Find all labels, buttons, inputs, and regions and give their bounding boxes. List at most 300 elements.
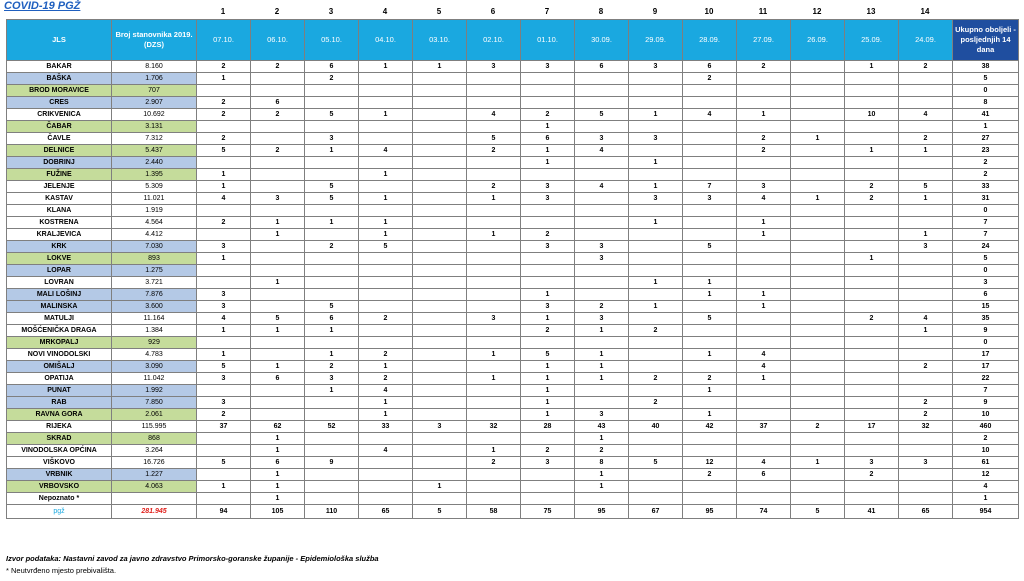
municipality-name: JELENJE (7, 181, 112, 193)
daily-cases: 1 (251, 229, 305, 241)
daily-cases: 1 (467, 373, 521, 385)
daily-cases (521, 337, 575, 349)
daily-cases (683, 121, 737, 133)
daily-cases (467, 73, 521, 85)
municipality-name: NOVI VINODOLSKI (7, 349, 112, 361)
daily-cases: 2 (359, 313, 413, 325)
daily-cases (629, 253, 683, 265)
daily-cases: 5 (305, 109, 359, 121)
total-cases: 1 (953, 121, 1019, 133)
total-cases: 10 (953, 445, 1019, 457)
daily-cases: 1 (521, 373, 575, 385)
daily-cases: 1 (251, 217, 305, 229)
table-row (7, 181, 1019, 193)
daily-cases (845, 481, 899, 493)
daily-cases: 7 (683, 181, 737, 193)
daily-cases (737, 85, 791, 97)
table-row (7, 361, 1019, 373)
total-cases: 12 (953, 469, 1019, 481)
daily-cases: 3 (629, 193, 683, 205)
daily-cases: 2 (305, 361, 359, 373)
date-header: 04.10. (359, 20, 413, 61)
daily-cases: 4 (359, 445, 413, 457)
daily-cases (899, 73, 953, 85)
table-row (7, 265, 1019, 277)
daily-cases (791, 313, 845, 325)
daily-cases (683, 157, 737, 169)
municipality-name: KRK (7, 241, 112, 253)
daily-cases: 3 (251, 193, 305, 205)
daily-cases: 1 (359, 397, 413, 409)
daily-cases: 3 (575, 133, 629, 145)
daily-cases (791, 157, 845, 169)
daily-cases: 1 (737, 217, 791, 229)
population-value: 1.992 (112, 385, 197, 397)
daily-cases (359, 481, 413, 493)
population-value: 5.437 (112, 145, 197, 157)
daily-cases (737, 265, 791, 277)
daily-cases (629, 337, 683, 349)
daily-cases (359, 253, 413, 265)
daily-cases (197, 85, 251, 97)
daily-cases (197, 229, 251, 241)
daily-cases (305, 433, 359, 445)
daily-cases (791, 265, 845, 277)
daily-cases: 1 (521, 313, 575, 325)
daily-cases: 2 (197, 109, 251, 121)
date-header: 29.09. (629, 20, 683, 61)
municipality-name: VRBOVSKO (7, 481, 112, 493)
column-number: 9 (652, 7, 658, 16)
daily-cases: 1 (683, 409, 737, 421)
daily-cases (629, 85, 683, 97)
daily-cases: 1 (899, 229, 953, 241)
daily-cases: 1 (359, 169, 413, 181)
daily-cases (791, 409, 845, 421)
population-value: 707 (112, 85, 197, 97)
daily-cases: 2 (359, 349, 413, 361)
daily-cases: 4 (359, 145, 413, 157)
population-value: 16.726 (112, 457, 197, 469)
daily-cases (791, 433, 845, 445)
daily-total: 58 (467, 505, 521, 519)
daily-cases: 1 (737, 373, 791, 385)
daily-cases: 3 (629, 133, 683, 145)
municipality-name: KRALJEVICA (7, 229, 112, 241)
total-cases: 31 (953, 193, 1019, 205)
daily-cases (899, 385, 953, 397)
daily-cases (305, 85, 359, 97)
total-cases: 24 (953, 241, 1019, 253)
total-cases: 22 (953, 373, 1019, 385)
daily-cases (629, 265, 683, 277)
daily-cases: 2 (197, 133, 251, 145)
total-cases: 27 (953, 133, 1019, 145)
daily-cases (683, 97, 737, 109)
municipality-name: CRIKVENICA (7, 109, 112, 121)
daily-cases: 3 (197, 241, 251, 253)
daily-cases (899, 301, 953, 313)
daily-cases (413, 85, 467, 97)
daily-cases (305, 265, 359, 277)
daily-cases (413, 73, 467, 85)
daily-cases (629, 445, 683, 457)
daily-cases (413, 277, 467, 289)
daily-cases (467, 469, 521, 481)
daily-cases: 1 (683, 289, 737, 301)
daily-cases: 6 (251, 457, 305, 469)
total-cases: 7 (953, 229, 1019, 241)
daily-cases: 2 (197, 61, 251, 73)
daily-cases (899, 481, 953, 493)
daily-cases (467, 277, 521, 289)
population-value: 3.600 (112, 301, 197, 313)
daily-cases (737, 481, 791, 493)
daily-cases (413, 313, 467, 325)
daily-cases (899, 289, 953, 301)
daily-cases (791, 253, 845, 265)
daily-cases (791, 349, 845, 361)
daily-cases (359, 265, 413, 277)
daily-cases (791, 289, 845, 301)
daily-cases (791, 481, 845, 493)
daily-cases: 1 (197, 253, 251, 265)
region-label: pgž (7, 505, 112, 519)
daily-cases (629, 409, 683, 421)
daily-cases (683, 337, 737, 349)
population-value: 1.919 (112, 205, 197, 217)
daily-cases: 3 (521, 61, 575, 73)
date-header: 06.10. (251, 20, 305, 61)
daily-cases (845, 409, 899, 421)
daily-cases: 4 (359, 385, 413, 397)
total-cases: 17 (953, 361, 1019, 373)
column-number: 8 (598, 7, 604, 16)
table-row (7, 469, 1019, 481)
daily-cases: 1 (575, 373, 629, 385)
daily-cases: 52 (305, 421, 359, 433)
table-row (7, 445, 1019, 457)
daily-cases (467, 301, 521, 313)
daily-cases (899, 85, 953, 97)
daily-cases: 4 (683, 109, 737, 121)
daily-cases (413, 493, 467, 505)
daily-cases (575, 265, 629, 277)
daily-cases (575, 217, 629, 229)
municipality-name: BAKAR (7, 61, 112, 73)
daily-cases (629, 433, 683, 445)
daily-cases (413, 373, 467, 385)
daily-cases (413, 457, 467, 469)
daily-cases (305, 277, 359, 289)
daily-cases (359, 85, 413, 97)
daily-cases (737, 325, 791, 337)
daily-cases: 1 (683, 277, 737, 289)
municipality-name: PUNAT (7, 385, 112, 397)
daily-cases (305, 97, 359, 109)
daily-cases: 2 (845, 193, 899, 205)
daily-cases (629, 205, 683, 217)
daily-cases: 28 (521, 421, 575, 433)
daily-cases: 1 (359, 409, 413, 421)
daily-cases (359, 133, 413, 145)
daily-cases (791, 217, 845, 229)
table-row (7, 193, 1019, 205)
municipality-name: OPATIJA (7, 373, 112, 385)
daily-cases (467, 325, 521, 337)
daily-cases: 1 (521, 409, 575, 421)
footnote: * Neutvrđeno mjesto prebivališta. (6, 566, 117, 575)
daily-cases (899, 265, 953, 277)
daily-cases: 5 (521, 349, 575, 361)
daily-cases (305, 157, 359, 169)
daily-cases: 2 (521, 229, 575, 241)
daily-cases (737, 385, 791, 397)
daily-cases: 6 (737, 469, 791, 481)
table-row (7, 337, 1019, 349)
daily-cases (521, 277, 575, 289)
daily-cases (413, 109, 467, 121)
date-header: 28.09. (683, 20, 737, 61)
daily-cases: 5 (359, 241, 413, 253)
daily-cases: 2 (845, 181, 899, 193)
daily-cases (575, 85, 629, 97)
daily-cases: 1 (737, 289, 791, 301)
table-row (7, 109, 1019, 121)
daily-cases: 1 (467, 349, 521, 361)
daily-cases (575, 493, 629, 505)
total-cases: 3 (953, 277, 1019, 289)
table-row (7, 97, 1019, 109)
daily-cases: 2 (521, 445, 575, 457)
daily-cases (305, 169, 359, 181)
daily-cases (305, 229, 359, 241)
daily-cases: 2 (521, 325, 575, 337)
daily-cases (845, 349, 899, 361)
daily-cases (845, 217, 899, 229)
daily-cases (251, 289, 305, 301)
column-number: 2 (274, 7, 280, 16)
daily-cases (899, 157, 953, 169)
population-value: 3.131 (112, 121, 197, 133)
daily-cases: 2 (899, 133, 953, 145)
daily-cases: 1 (629, 277, 683, 289)
table-row (7, 241, 1019, 253)
daily-cases (791, 229, 845, 241)
daily-cases: 3 (197, 373, 251, 385)
daily-cases (791, 325, 845, 337)
source-note: Izvor podataka: Nastavni zavod za javno zdravstvo Primorsko-goranske županije - Epidemiološka služba (6, 554, 379, 563)
daily-cases (467, 205, 521, 217)
daily-cases: 6 (575, 61, 629, 73)
daily-cases (575, 385, 629, 397)
daily-cases: 2 (251, 61, 305, 73)
population-value: 2.907 (112, 97, 197, 109)
total-cases: 61 (953, 457, 1019, 469)
daily-cases (899, 349, 953, 361)
daily-cases: 3 (575, 241, 629, 253)
daily-cases (251, 385, 305, 397)
daily-cases (575, 229, 629, 241)
daily-cases (413, 301, 467, 313)
daily-cases (791, 73, 845, 85)
table-row (7, 397, 1019, 409)
daily-cases: 1 (251, 277, 305, 289)
daily-cases (305, 337, 359, 349)
header-row (7, 20, 1019, 61)
daily-cases: 1 (629, 181, 683, 193)
daily-cases (791, 61, 845, 73)
date-header: 30.09. (575, 20, 629, 61)
daily-cases: 4 (899, 313, 953, 325)
daily-total: 67 (629, 505, 683, 519)
daily-cases (413, 241, 467, 253)
daily-cases (413, 121, 467, 133)
daily-cases: 3 (737, 181, 791, 193)
column-number: 12 (812, 7, 822, 16)
daily-cases (737, 277, 791, 289)
daily-cases (683, 301, 737, 313)
daily-cases (467, 433, 521, 445)
daily-cases (251, 409, 305, 421)
daily-cases (197, 265, 251, 277)
municipality-name: KASTAV (7, 193, 112, 205)
column-number: 6 (490, 7, 496, 16)
column-number: 10 (704, 7, 714, 16)
daily-cases: 2 (197, 217, 251, 229)
population-value: 1.706 (112, 73, 197, 85)
daily-cases (305, 493, 359, 505)
daily-cases: 3 (197, 301, 251, 313)
daily-cases: 1 (305, 145, 359, 157)
daily-cases (737, 397, 791, 409)
municipality-name: MALINSKA (7, 301, 112, 313)
daily-cases: 1 (359, 109, 413, 121)
daily-cases (683, 217, 737, 229)
daily-cases: 3 (521, 457, 575, 469)
population-value: 4.412 (112, 229, 197, 241)
table-row (7, 277, 1019, 289)
daily-cases: 2 (899, 361, 953, 373)
daily-cases: 2 (683, 73, 737, 85)
daily-cases: 5 (305, 181, 359, 193)
daily-cases (683, 397, 737, 409)
daily-cases (683, 253, 737, 265)
daily-cases: 1 (521, 289, 575, 301)
daily-cases (899, 253, 953, 265)
municipality-name: ČAVLE (7, 133, 112, 145)
daily-cases (791, 493, 845, 505)
daily-cases: 4 (737, 193, 791, 205)
daily-cases (899, 373, 953, 385)
municipality-name: MALI LOŠINJ (7, 289, 112, 301)
daily-cases (629, 229, 683, 241)
daily-cases: 2 (899, 409, 953, 421)
daily-cases: 2 (467, 145, 521, 157)
daily-cases (467, 241, 521, 253)
table-row (7, 73, 1019, 85)
municipality-name: RAVNA GORA (7, 409, 112, 421)
daily-cases (575, 157, 629, 169)
daily-cases: 1 (305, 217, 359, 229)
daily-cases: 1 (197, 325, 251, 337)
daily-cases (413, 205, 467, 217)
municipality-name: LOPAR (7, 265, 112, 277)
daily-cases (845, 157, 899, 169)
daily-cases: 1 (791, 133, 845, 145)
daily-cases: 5 (251, 313, 305, 325)
daily-cases: 3 (521, 193, 575, 205)
daily-cases (197, 469, 251, 481)
municipality-name: RAB (7, 397, 112, 409)
population-value: 3.264 (112, 445, 197, 457)
daily-cases: 5 (305, 301, 359, 313)
total-cases: 2 (953, 157, 1019, 169)
daily-cases: 1 (899, 145, 953, 157)
daily-cases (899, 169, 953, 181)
daily-total: 65 (359, 505, 413, 519)
population-value: 1.275 (112, 265, 197, 277)
total-cases: 460 (953, 421, 1019, 433)
table-row (7, 217, 1019, 229)
daily-cases: 2 (737, 61, 791, 73)
daily-cases (197, 337, 251, 349)
date-header: 24.09. (899, 20, 953, 61)
daily-cases (305, 289, 359, 301)
daily-cases: 3 (629, 61, 683, 73)
daily-total: 110 (305, 505, 359, 519)
daily-cases: 1 (845, 253, 899, 265)
daily-cases (629, 121, 683, 133)
daily-cases: 1 (251, 493, 305, 505)
municipality-name: OMIŠALJ (7, 361, 112, 373)
daily-cases (413, 253, 467, 265)
daily-cases (521, 73, 575, 85)
daily-cases: 4 (197, 193, 251, 205)
municipality-name: VRBNIK (7, 469, 112, 481)
daily-cases (413, 229, 467, 241)
daily-cases (737, 313, 791, 325)
table-row (7, 157, 1019, 169)
daily-cases: 2 (899, 397, 953, 409)
daily-cases: 1 (575, 349, 629, 361)
daily-cases (251, 169, 305, 181)
daily-cases: 1 (359, 361, 413, 373)
daily-cases: 1 (467, 445, 521, 457)
total-cases: 5 (953, 73, 1019, 85)
daily-cases (737, 121, 791, 133)
column-number: 13 (866, 7, 876, 16)
daily-total: 94 (197, 505, 251, 519)
table-row (7, 385, 1019, 397)
daily-cases (467, 361, 521, 373)
daily-cases (629, 361, 683, 373)
daily-cases: 2 (197, 97, 251, 109)
municipality-name: SKRAD (7, 433, 112, 445)
daily-cases (251, 241, 305, 253)
total-header: Ukupno oboljeli - posljednjih 14 dana (953, 20, 1019, 61)
daily-cases: 1 (683, 349, 737, 361)
daily-cases (629, 97, 683, 109)
daily-cases: 1 (629, 217, 683, 229)
daily-cases (305, 397, 359, 409)
daily-cases: 3 (521, 241, 575, 253)
table-row (7, 433, 1019, 445)
daily-cases (791, 145, 845, 157)
daily-cases: 5 (467, 133, 521, 145)
table-body (7, 61, 1019, 519)
daily-cases: 1 (521, 361, 575, 373)
